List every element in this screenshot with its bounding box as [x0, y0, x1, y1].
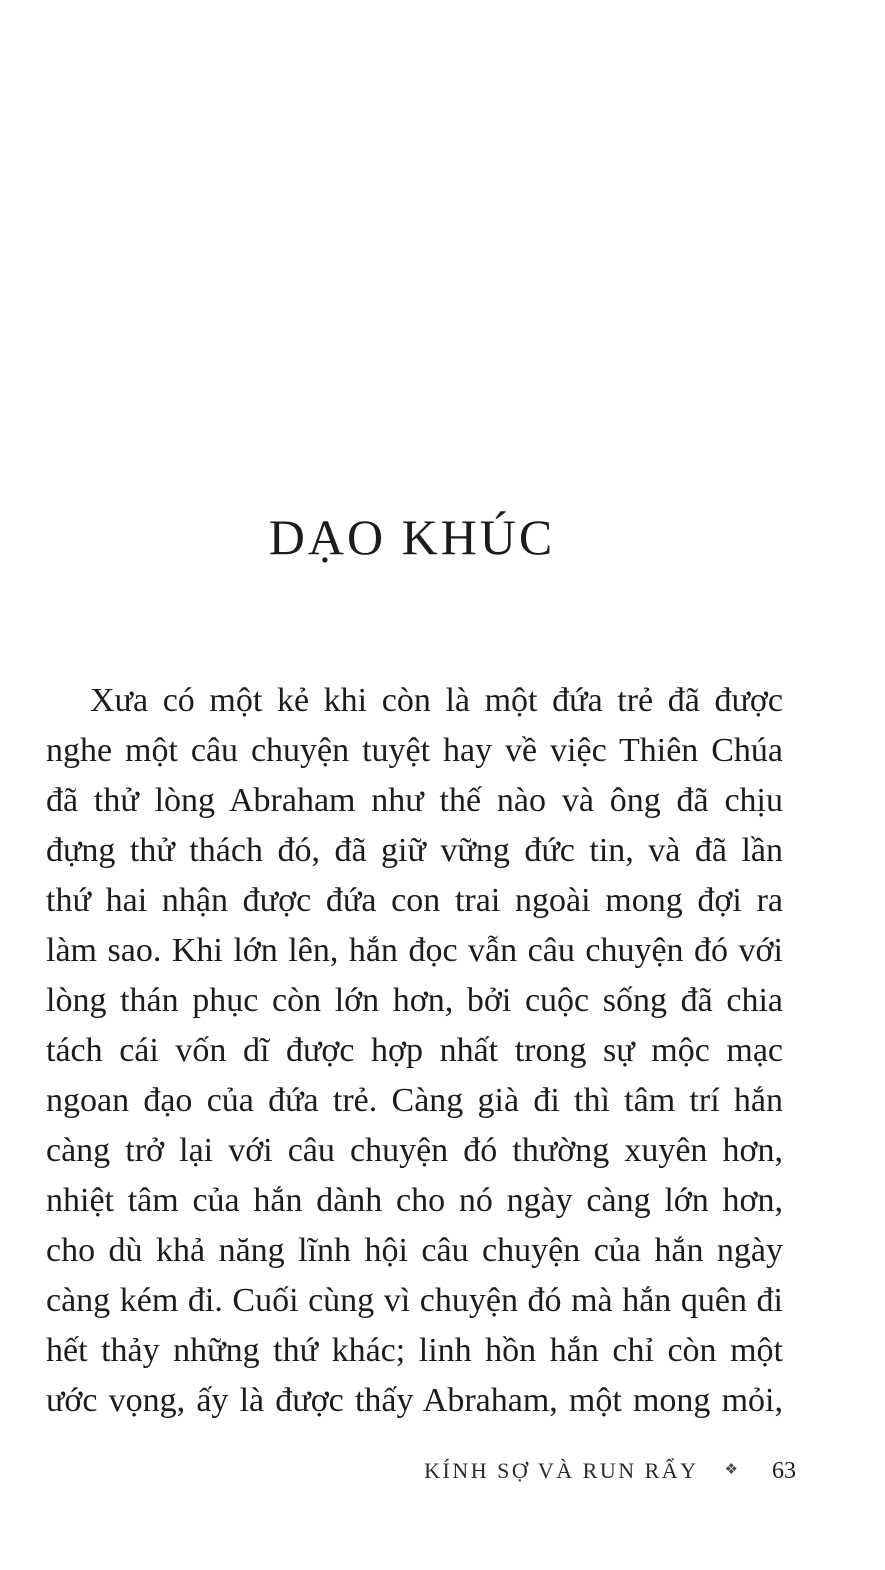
chapter-title: DẠO KHÚC — [268, 509, 556, 565]
body-line: cho dù khả năng lĩnh hội câu chuyện của hắn ngày — [46, 1232, 783, 1269]
body-line: thứ hai nhận được đứa con trai ngoài mong đợi ra — [46, 882, 783, 919]
body-line: nhiệt tâm của hắn dành cho nó ngày càng lớn hơn, — [46, 1182, 783, 1219]
page-footer — [46, 1458, 796, 1485]
page-number: 63 — [772, 1458, 796, 1484]
body-line: Xưa có một kẻ khi còn là một đứa trẻ đã được — [90, 682, 783, 719]
body-line: ước vọng, ấy là được thấy Abraham, một mong mỏi, — [46, 1382, 783, 1419]
body-line: tách cái vốn dĩ được hợp nhất trong sự mộc mạc — [46, 1032, 783, 1069]
body-line: hết thảy những thứ khác; linh hồn hắn chỉ còn một — [46, 1332, 783, 1369]
body-line: nghe một câu chuyện tuyệt hay về việc Thiên Chúa — [46, 732, 783, 769]
body-line: làm sao. Khi lớn lên, hắn đọc vẫn câu chuyện đó với — [46, 932, 783, 969]
running-title: KÍNH SỢ VÀ RUN RẨY — [424, 1458, 699, 1483]
body-line: đựng thử thách đó, đã giữ vững đức tin, và đã lần — [46, 832, 783, 869]
body-paragraph — [46, 676, 783, 1426]
body-line: càng kém đi. Cuối cùng vì chuyện đó mà hắn quên đi — [46, 1282, 783, 1319]
body-line: ngoan đạo của đứa trẻ. Càng già đi thì tâm trí hắn — [46, 1082, 783, 1119]
body-line: càng trở lại với câu chuyện đó thường xuyên hơn, — [46, 1132, 783, 1169]
body-line: đã thử lòng Abraham như thế nào và ông đã chịu — [46, 782, 783, 819]
body-line: lòng thán phục còn lớn hơn, bởi cuộc sống đã chia — [46, 982, 783, 1019]
diamond-ornament-icon: ❖ — [724, 1462, 738, 1478]
